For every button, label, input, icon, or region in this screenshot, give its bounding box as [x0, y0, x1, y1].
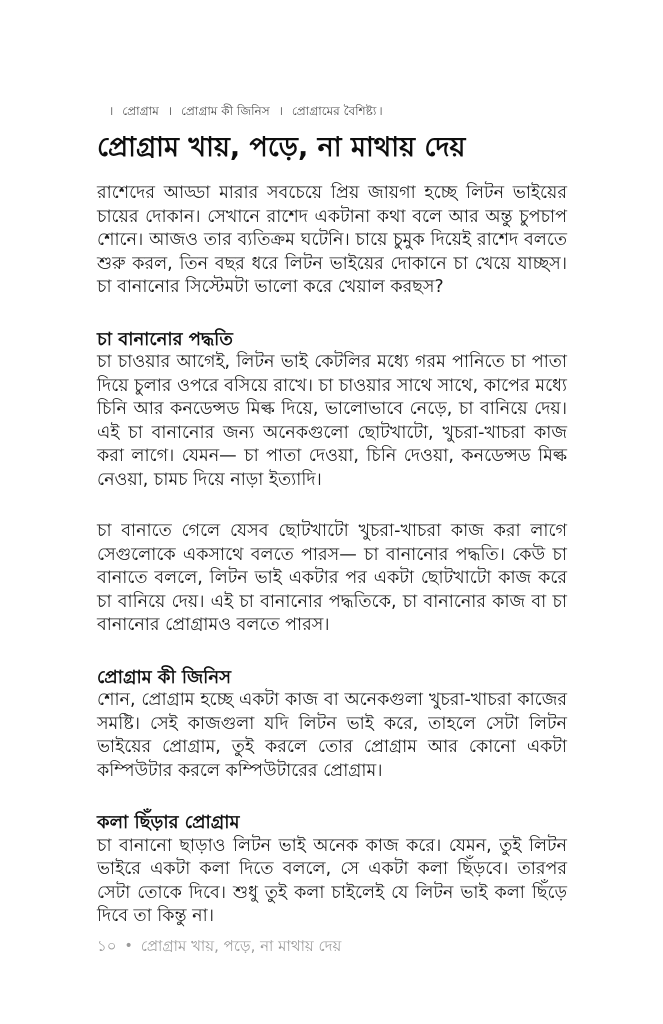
paragraph: চা চাওয়ার আগেই, লিটন ভাই কেটলির মধ্যে গরম পানিতে চা পাতা দিয়ে চুলার ওপরে বসিয়ে রাখে। চা চাওয়ার সাথে সাথে, কাপের মধ্যে চিনি আর কনডেন্সড মিল্ক দিয়ে, ভালোভাবে নেড়ে, চা বানিয়ে দেয়। এই চা বানানোর জন্য অনেকগুলো ছোটখাটো, খুচরা-খাচরা কাজ করা লাগে। যেমন— চা পাতা দেওয়া, চিনি দেওয়া, কনডেন্সড মিল্ক নেওয়া, চামচ দিয়ে নাড়া ইত্যাদি। — [97, 352, 567, 490]
section-block — [97, 811, 567, 929]
breadcrumb-item: প্রোগ্রামের বৈশিষ্ট্য — [291, 104, 377, 118]
section-block — [97, 328, 567, 493]
section-heading: কলা ছিঁড়ার প্রোগ্রাম — [97, 812, 240, 833]
breadcrumb-item: প্রোগ্রাম কী জিনিস — [181, 104, 270, 118]
breadcrumb-separator: । — [109, 104, 114, 118]
bullet-separator: • — [124, 938, 133, 954]
section-block — [97, 666, 567, 784]
paragraph-block — [97, 520, 567, 638]
section-heading: প্রোগ্রাম কী জিনিস — [97, 666, 231, 688]
paragraph: শোন, প্রোগ্রাম হচ্ছে একটা কাজ বা অনেকগুলা খুচরা-খাচরা কাজের সমষ্টি। সেই কাজগুলা যদি লিটন ভাই করে, তাহলে সেটা লিটন ভাইয়ের প্রোগ্রাম, তুই করলে তোর প্রোগ্রাম আর কোনো একটা কম্পিউটার করলে কম্পিউটারের প্রোগ্রাম। — [97, 690, 567, 781]
section-heading: চা বানানোর পদ্ধতি — [97, 328, 233, 350]
breadcrumb-separator: । — [278, 104, 283, 118]
page-footer — [97, 936, 341, 956]
paragraph: রাশেদের আড্ডা মারার সবচেয়ে প্রিয় জায়গা হচ্ছে লিটন ভাইয়ের চায়ের দোকান। সেখানে রাশেদ একটানা কথা বলে আর অন্তু চুপচাপ শোনে। আজও তার ব্যতিক্রম ঘটেনি। চায়ে চুমুক দিয়েই রাশেদ বলতে শুরু করল, তিন বছর ধরে লিটন ভাইয়ের দোকানে চা খেয়ে যাচ্ছস। চা বানানোর সিস্টেমটা ভালো করে খেয়াল করছস? — [97, 183, 567, 297]
breadcrumb — [97, 103, 567, 119]
paragraph: চা বানানো ছাড়াও লিটন ভাই অনেক কাজ করে। যেমন, তুই লিটন ভাইরে একটা কলা দিতে বললে, সে একটা কলা ছিঁড়বে। তারপর সেটা তোকে দিবে। শুধু তুই কলা চাইলেই যে লিটন ভাই কলা ছিঁড়ে দিবে তা কিন্তু না। — [97, 835, 567, 926]
breadcrumb-separator: । — [378, 104, 383, 118]
breadcrumb-separator: । — [167, 104, 173, 118]
page-content — [97, 103, 567, 929]
paragraph-block — [97, 182, 567, 300]
page-title: প্রোগ্রাম খায়, পড়ে, না মাথায় দেয় — [97, 132, 466, 163]
footer-running-title: প্রোগ্রাম খায়, পড়ে, না মাথায় দেয় — [140, 937, 342, 955]
paragraph: চা বানাতে গেলে যেসব ছোটখাটো খুচরা-খাচরা কাজ করা লাগে সেগুলোকে একসাথে বলতে পারস— চা বানানোর পদ্ধতি। কেউ চা বানাতে বললে, লিটন ভাই একটার পর একটা ছোটখাটো কাজ করে চা বানিয়ে দেয়। এই চা বানানোর পদ্ধতিকে, চা বানানোর কাজ বা চা বানানোর প্রোগ্রামও বলতে পারস। — [97, 521, 567, 635]
breadcrumb-item: প্রোগ্রাম — [122, 104, 159, 118]
page-number: ১০ — [97, 937, 117, 955]
